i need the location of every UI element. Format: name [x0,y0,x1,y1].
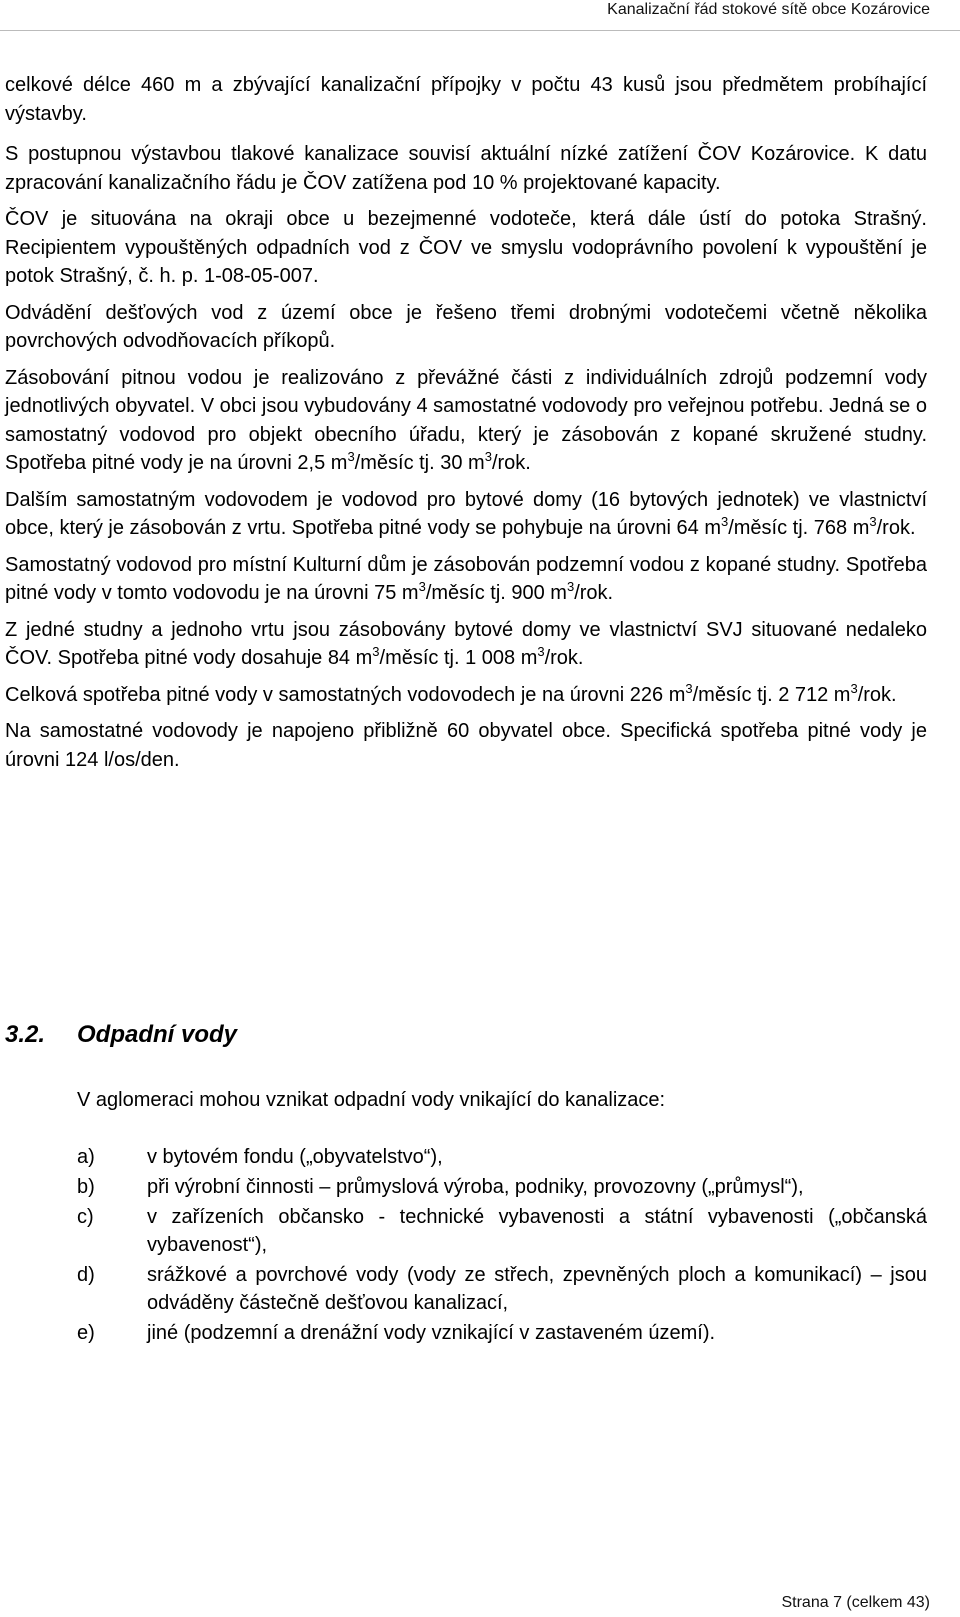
list-marker: a) [77,1146,95,1168]
list-item [77,1319,927,1347]
paragraph-7-text-c: /rok. [574,582,614,604]
list-intro: V aglomeraci mohou vznikat odpadní vody vnikající do kanalizace: [77,1089,666,1111]
section-heading [5,1020,237,1050]
list-item [77,1203,927,1259]
paragraph-8 [5,616,927,673]
paragraph-10: Na samostatné vodovody je napojeno přibližně 60 obyvatel obce. Specifická spotřeba pitné vody je úrovni 124 l/os/den. [5,720,927,771]
paragraph-5-text-a: Zásobování pitnou vodou je realizováno z převážné části z individuálních zdrojů podzemní vody jednotlivých obyvatel. V obci jsou vybudovány 4 samostatné vodovody pro veřejnou potřebu. Jedná se o samostatný vodovod pro objekt obecního úřadu, který je zásobován z kopané skružené studny. Spotřeba pitné vody je na úrovni 2,5 m [5,366,927,474]
paragraph-2: S postupnou výstavbou tlakové kanalizace souvisí aktuální nízké zatížení ČOV Kozárovice. K datu zpracování kanalizačního řádu je ČOV zatížena pod 10 % projektované kapacity. [5,143,927,194]
list-item [77,1261,927,1317]
paragraph-7 [5,551,927,608]
paragraph-5-text-b: /měsíc tj. 30 m [354,452,485,474]
list-item [77,1143,927,1171]
paragraph-5 [5,364,927,478]
sources-list [77,1143,927,1349]
paragraph-1: celkové délce 460 m a zbývající kanalizační přípojky v počtu 43 kusů jsou předmětem probíhající výstavby. [5,74,927,125]
paragraph-5-text-c: /rok. [491,452,531,474]
body-text [5,71,927,782]
superscript: 3 [347,449,355,464]
list-text: při výrobní činnosti – průmyslová výroba, podniky, provozovny („průmysl“), [147,1176,804,1198]
section-title: Odpadní vody [77,1021,238,1048]
header-divider [0,30,960,31]
superscript: 3 [869,514,877,529]
superscript: 3 [850,680,858,696]
superscript: 3 [418,579,426,594]
superscript: 3 [685,680,693,696]
superscript: 3 [537,644,545,659]
paragraph-8-text-a: Z jedné studny a jednoho vrtu jsou zásobovány bytové domy ve vlastnictví SVJ situované nedaleko ČOV. Spotřeba pitné vody dosahuje 84 m [5,618,927,669]
superscript: 3 [566,579,575,594]
paragraph-8-text-c: /rok. [544,647,584,669]
paragraph-6 [5,486,927,543]
list-marker: c) [77,1206,94,1228]
page-number: Strana 7 (celkem 43) [781,1594,930,1611]
list-text: jiné (podzemní a drenážní vody vznikající v zastaveném území). [147,1322,716,1344]
superscript: 3 [484,449,492,464]
list-text: v bytovém fondu („obyvatelstvo“), [147,1146,443,1168]
paragraph-8-text-b: /měsíc tj. 1 008 m [379,647,538,669]
superscript: 3 [372,644,380,659]
paragraph-9 [5,681,927,710]
list-text: v zařízeních občansko - technické vybavenosti a státní vybavenosti („občanská vybavenost“), [147,1206,927,1256]
superscript: 3 [720,514,729,529]
paragraph-6-text-b: /měsíc tj. 768 m [728,517,870,539]
list-marker: d) [77,1264,95,1286]
list-marker: b) [77,1176,95,1198]
running-header: Kanalizační řád stokové sítě obce Kozárovice [607,1,930,18]
paragraph-4: Odvádění dešťových vod z území obce je řešeno třemi drobnými vodotečemi včetně několika povrchových odvodňovacích příkopů. [5,301,927,352]
paragraph-7-text-a: Samostatný vodovod pro místní Kulturní dům je zásobován podzemní vodou z kopané studny. Spotřeba pitné vody v tomto vodovodu je na úrovni 75 m [5,553,927,604]
list-item [77,1173,927,1201]
paragraph-6-text-c: /rok. [876,517,916,539]
paragraph-9-text-c: /rok. [857,683,897,706]
paragraph-9-text-b: /měsíc tj. 2 712 m [692,683,851,706]
paragraph-9-text-a: Celková spotřeba pitné vody v samostatných vodovodech je na úrovni 226 m [5,683,686,706]
paragraph-3: ČOV je situována na okraji obce u bezejmenné vodoteče, která dále ústí do potoka Strašný. Recipientem vypouštěných odpadních vod z ČOV ve smyslu vodoprávního povolení k vypouštění je potok Strašný, č. h. p. 1-08-05-007. [5,208,927,287]
paragraph-7-text-b: /měsíc tj. 900 m [425,582,567,604]
section-number: 3.2. [5,1021,46,1048]
paragraph-6-text-a: Dalším samostatným vodovodem je vodovod pro bytové domy (16 bytových jednotek) ve vlastnictví obce, který je zásobován z vrtu. Spotřeba pitné vody se pohybuje na úrovni 64 m [5,488,927,539]
list-marker: e) [77,1322,95,1344]
list-text: srážkové a povrchové vody (vody ze střech, zpevněných ploch a komunikací) – jsou odváděny částečně dešťovou kanalizací, [147,1264,927,1314]
